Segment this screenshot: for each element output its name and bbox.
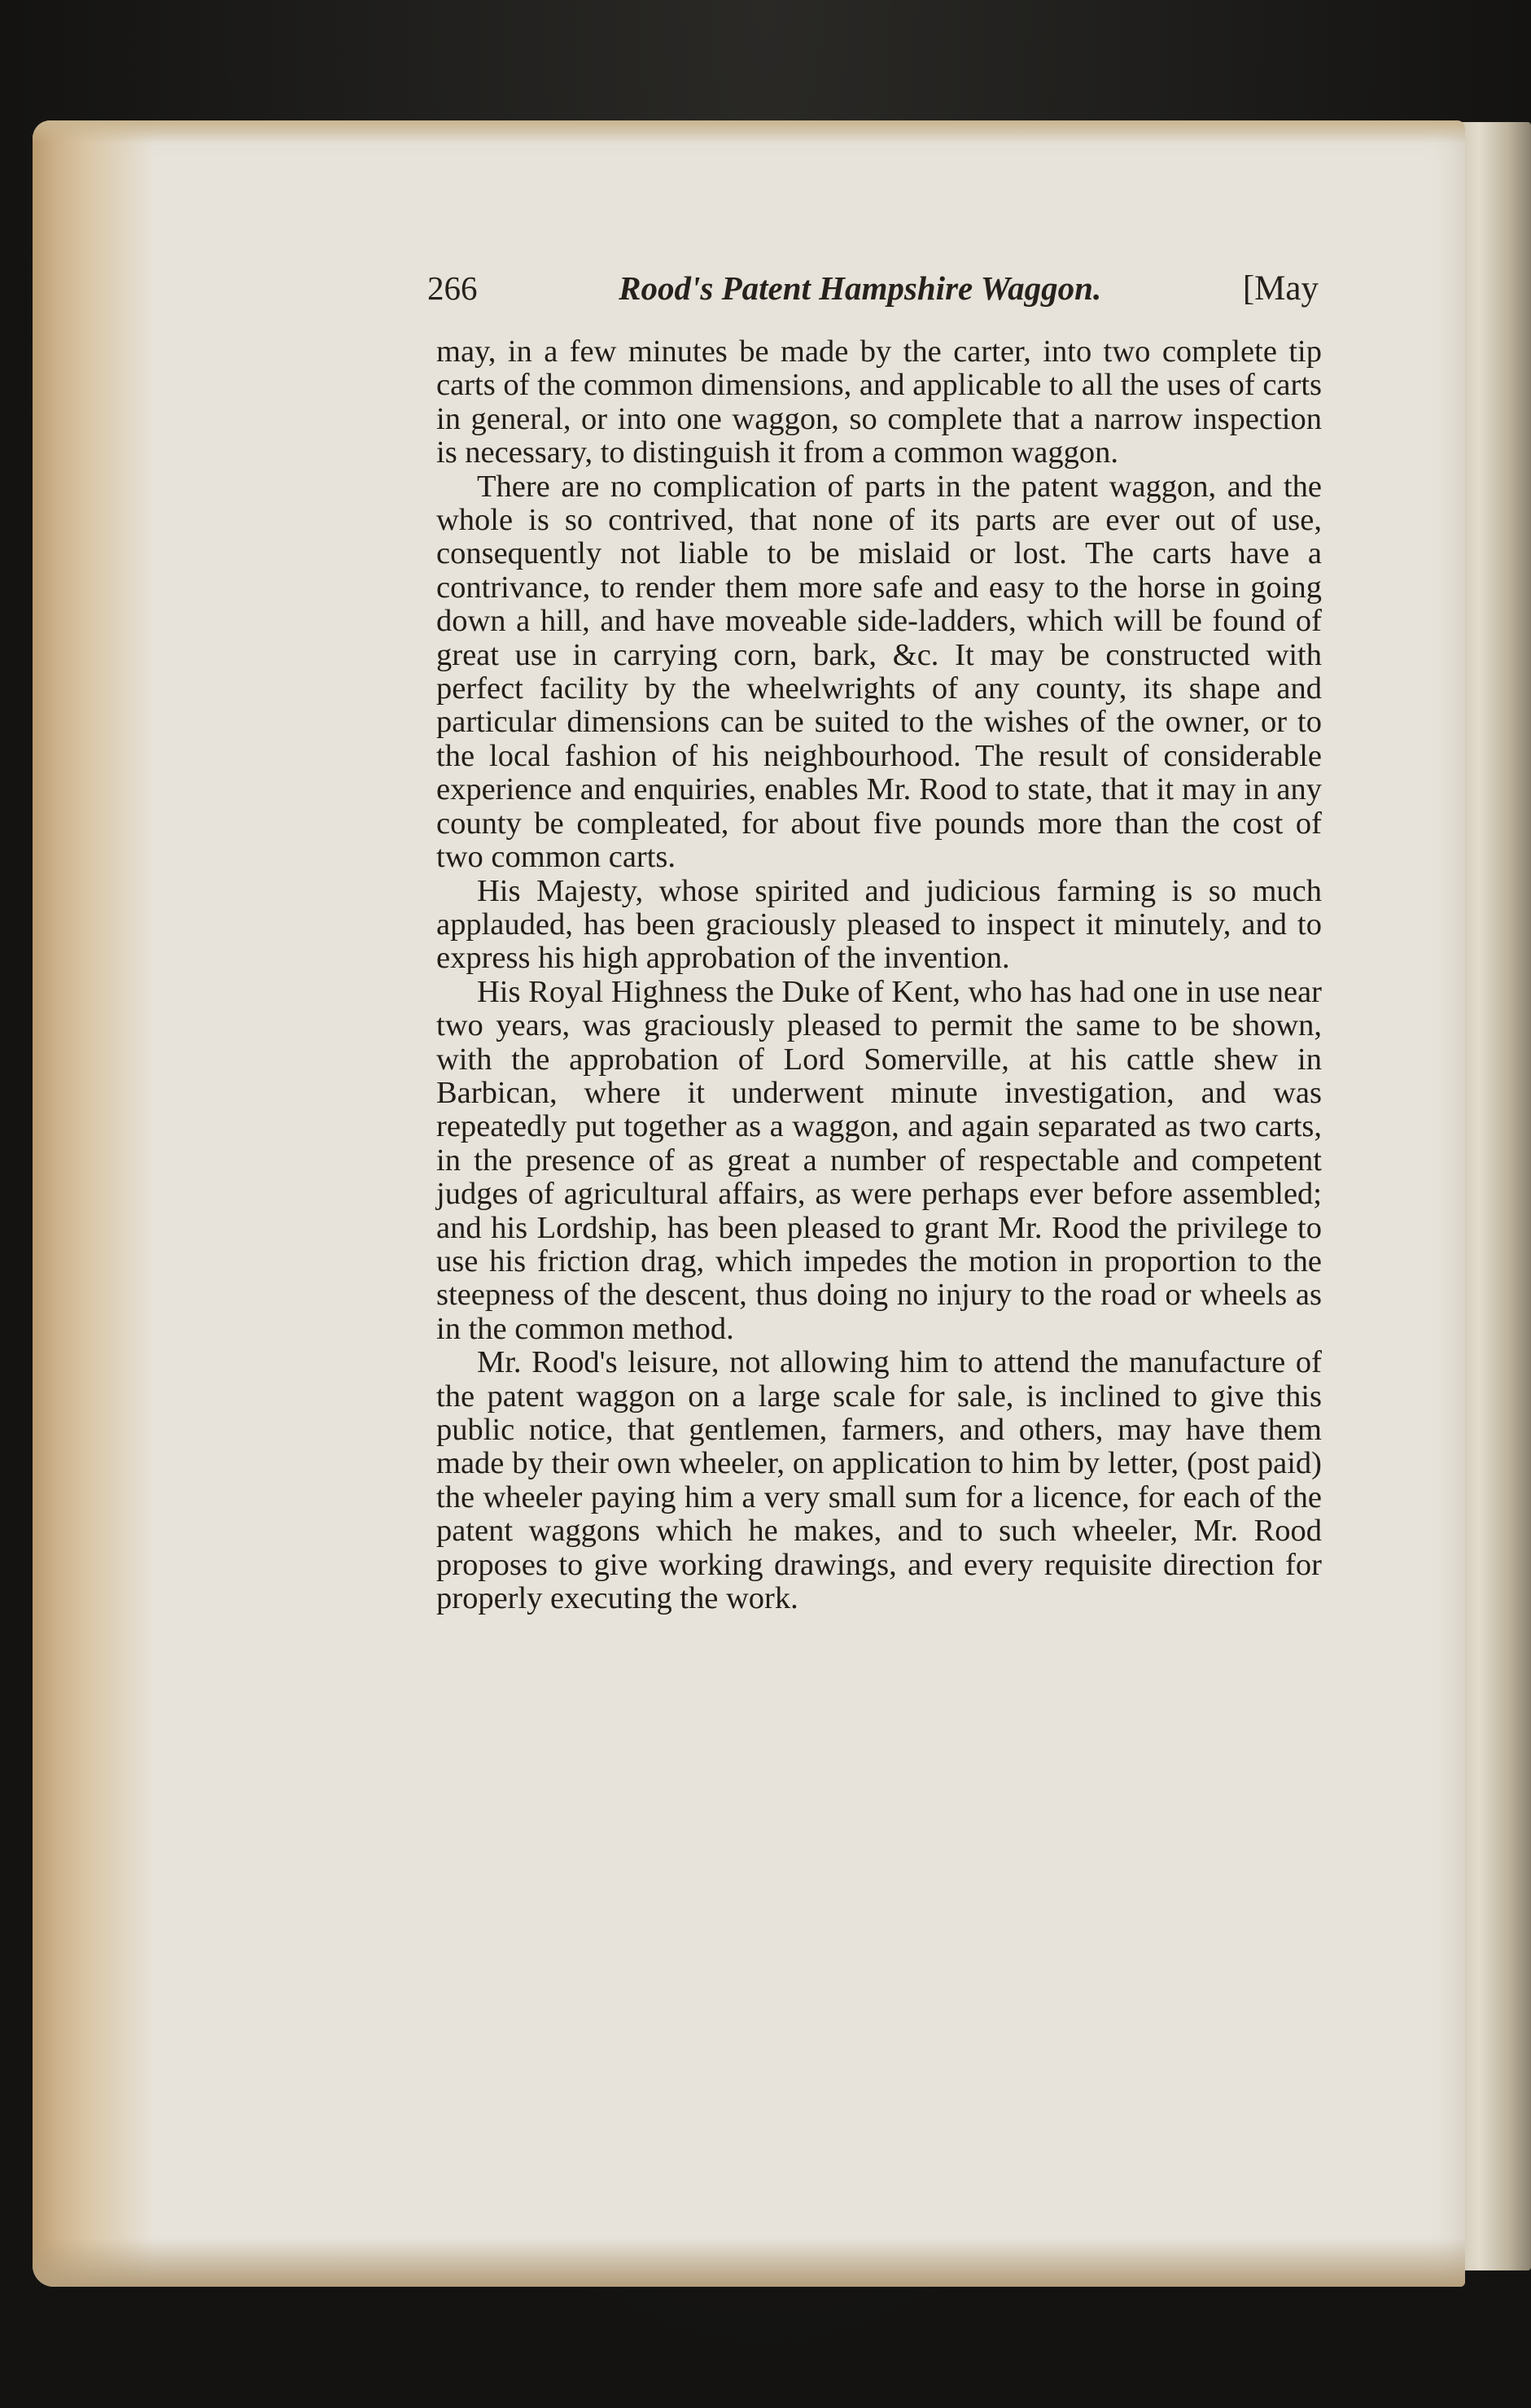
running-title: Rood's Patent Hampshire Waggon. (619, 269, 1102, 307)
paragraph: may, in a few minutes be made by the carter, into two complete tip carts of the common dimensions, and applicable to all the uses of carts in general, or into one waggon, so complete that a narrow inspection is necessary, to distinguish it from a common waggon. (436, 334, 1322, 470)
running-month: [May (1242, 269, 1319, 308)
paragraph: His Royal Highness the Duke of Kent, who has had one in use near two years, was graciously pleased to permit the same to be shown, with the approbation of Lord Somerville, at his cattle shew in Barbican, where it underwent minute investigation, and was repeatedly put together as a waggon, and again separated as two carts, in the presence of as great a number of respectable and competent judges of agricultural affairs, as were perhaps ever before assembled; and his Lordship, has been pleased to grant Mr. Rood the privilege to use his friction drag, which impedes the motion in proportion to the steepness of the descent, thus doing no injury to the road or wheels as in the common method. (436, 974, 1322, 1346)
paragraph: Mr. Rood's leisure, not allowing him to attend the manufacture of the patent waggon on a large scale for sale, is inclined to give this public notice, that gentlemen, farmers, and others, may have them made by their own wheeler, on application to him by letter, (post paid) the wheeler paying him a very small sum for a licence, for each of the patent waggons which he makes, and to such wheeler, Mr. Rood proposes to give working drawings, and every requisite direction for properly executing the work. (436, 1345, 1322, 1616)
page-worn-top-edge (33, 120, 1465, 143)
body-text (436, 335, 1322, 1615)
facing-page-edge (1457, 122, 1531, 2270)
page-number: 266 (427, 269, 478, 307)
paragraph: His Majesty, whose spirited and judicious farming is so much applauded, has been graciously pleased to inspect it minutely, and to express his high approbation of the invention. (436, 873, 1322, 976)
page-worn-bottom-edge (33, 2238, 1465, 2287)
paragraph: There are no complication of parts in the patent waggon, and the whole is so contrived, that none of its parts are ever out of use, consequently not liable to be mislaid or lost. The carts have a contrivance, to render them more safe and easy to the horse in going down a hill, and have moveable side-ladders, which will be found of great use in carrying corn, bark, &c. It may be constructed with perfect facility by the wheelwrights of any county, its shape and particular dimensions can be suited to the wishes of the owner, or to the local fashion of his neighbourhood. The result of considerable experience and enquiries, enables Mr. Rood to state, that it may in any county be compleated, for about five pounds more than the cost of two common carts. (436, 469, 1322, 875)
page-worn-left-edge (33, 120, 155, 2287)
running-header (427, 269, 1319, 317)
